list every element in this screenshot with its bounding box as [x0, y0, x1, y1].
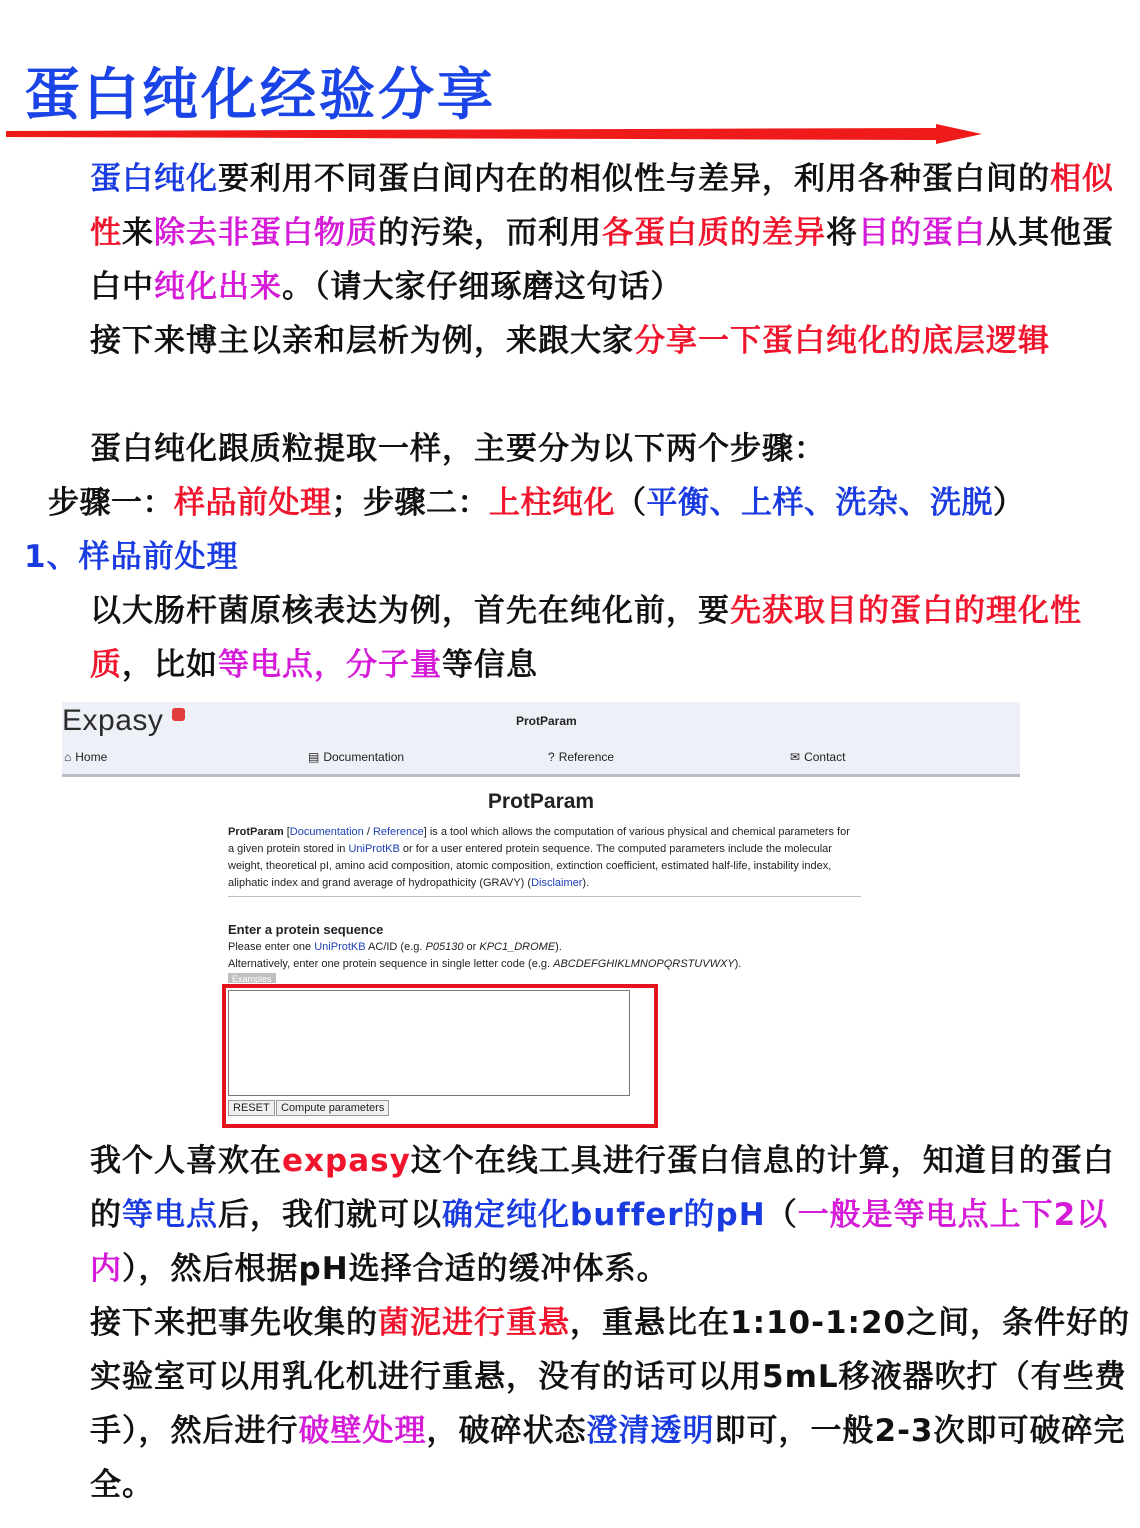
text-span: ，重悬比在1:10-1:20之间，条件好的实验室可以用乳化机进行重悬，没有的话可以用5mL移液器吹打（有些费手），然后进行 — [90, 1305, 1131, 1449]
text-span: ). — [734, 958, 742, 970]
tool-name: ProtParam — [228, 826, 284, 838]
text-span: ，比如 — [122, 647, 218, 683]
text-span: AC/ID (e.g. — [365, 941, 426, 953]
divider — [228, 896, 861, 897]
document-icon: ▤ — [308, 750, 320, 764]
home-icon: ⌂ — [64, 750, 72, 764]
text-span: or for a user entered protein sequence. The computed parameters include the molecular weight, theoretical pI, amino acid composition, atomic composition, extinction coefficient, estimated half-life, instability index, aliphatic index and grand average of hydropathicity (GRAVY) ( — [228, 843, 832, 889]
text-span: 步骤一： — [48, 485, 174, 521]
text-span: 接下来博主以亲和层析为例，来跟大家 — [90, 323, 634, 359]
text-span: 将 — [826, 215, 858, 251]
text-span: 即可，一般2-3次即可破碎完全。 — [90, 1413, 1126, 1503]
text-span: ，破碎状态 — [426, 1413, 587, 1449]
text-span: / — [363, 826, 373, 838]
text-span: Please enter one — [228, 941, 315, 953]
text-span: 等信息 — [442, 647, 538, 683]
reference-link[interactable]: Reference — [372, 826, 424, 838]
enter-sequence-heading: Enter a protein sequence — [228, 922, 384, 937]
text-highlight: 平衡、上样、洗杂、洗脱 — [646, 485, 993, 521]
text-highlight: 等电点，分子量 — [218, 647, 442, 683]
text-highlight: 目的蛋白 — [858, 215, 986, 251]
text-span: ） — [993, 485, 1025, 521]
text-span: Alternatively, enter one protein sequence in single letter code (e.g. — [228, 958, 554, 970]
example-id: KPC1_DROME — [479, 941, 556, 953]
text-span: or — [463, 941, 480, 953]
nav-reference[interactable] — [548, 750, 614, 764]
text-highlight: 分享一下蛋白纯化的底层逻辑 — [634, 323, 1050, 359]
nav-home[interactable] — [64, 750, 107, 764]
text-highlight: 相似性 — [90, 161, 1114, 251]
nav-documentation[interactable] — [308, 750, 404, 764]
text-highlight: 蛋白纯化 — [90, 161, 218, 197]
text-span: ] is a tool which allows the computation of various physical and chemical parameters for a given protein stored in — [228, 826, 850, 855]
text-highlight: 一般是等电点上下2以内 — [90, 1197, 1109, 1287]
example-id: P05130 — [425, 941, 464, 953]
nav-label: Reference — [558, 750, 615, 764]
text-highlight: 菌泥进行重悬 — [378, 1305, 570, 1341]
paragraph-steps-intro: 蛋白纯化跟质粒提取一样，主要分为以下两个步骤： — [90, 431, 826, 467]
text-span: ），然后根据pH选择合适的缓冲体系。 — [122, 1251, 669, 1287]
text-span: （ — [765, 1197, 798, 1233]
paragraph-properties — [24, 584, 1140, 692]
reset-button[interactable]: RESET — [228, 1100, 275, 1116]
paragraph-resuspension — [24, 1296, 1140, 1512]
mail-icon: ✉ — [790, 750, 801, 764]
uniprotkb-link[interactable]: UniProtKB — [314, 941, 366, 953]
text-highlight: 等电点 — [122, 1197, 218, 1233]
text-span: 我个人喜欢在 — [90, 1143, 282, 1179]
paragraph-expasy — [24, 1134, 1140, 1296]
paragraph-steps — [48, 476, 1078, 530]
text-span: ). — [582, 877, 590, 889]
text-span: 接下来把事先收集的 — [90, 1305, 378, 1341]
compute-parameters-button[interactable]: Compute parameters — [276, 1100, 389, 1116]
title-underline-arrow — [6, 124, 984, 144]
enter-sequence-instruction — [228, 941, 562, 953]
protparam-heading: ProtParam — [487, 790, 595, 813]
text-highlight: 确定纯化buffer的pH — [442, 1197, 766, 1233]
text-highlight: 上柱纯化 — [489, 485, 615, 521]
text-span: 后，我们就可以 — [218, 1197, 442, 1233]
section-heading-pretreatment: 1、样品前处理 — [24, 539, 239, 575]
text-span: 。（请大家仔细琢磨这句话） — [282, 269, 683, 305]
uniprotkb-link[interactable]: UniProtKB — [348, 843, 400, 855]
text-span: 以大肠杆菌原核表达为例，首先在纯化前，要 — [90, 593, 730, 629]
text-span: 的污染，而利用 — [378, 215, 602, 251]
page-title: 蛋白纯化经验分享 — [24, 63, 496, 128]
nav-label: Documentation — [323, 750, 405, 764]
text-span: ；步骤二： — [331, 485, 489, 521]
text-highlight: 澄清透明 — [586, 1413, 715, 1449]
protparam-screenshot — [62, 702, 1020, 1128]
text-highlight: expasy — [282, 1143, 411, 1179]
nav-label: Contact — [804, 750, 846, 764]
text-highlight: 各蛋白质的差异 — [602, 215, 826, 251]
expasy-logo-badge-icon — [172, 708, 185, 721]
text-span: （ — [615, 485, 647, 521]
text-highlight: 除去非蛋白物质 — [154, 215, 378, 251]
nav-contact[interactable] — [790, 750, 845, 764]
disclaimer-link[interactable]: Disclaimer — [531, 877, 583, 889]
text-span: ). — [555, 941, 562, 953]
nav-label: Home — [75, 750, 108, 764]
example-sequence: ABCDEFGHIKLMNOPQRSTUVWXY — [553, 958, 735, 970]
text-span: 这个在线工具进行蛋白信息的计算，知道目的蛋白的 — [90, 1143, 1115, 1233]
header-title: ProtParam — [516, 714, 577, 728]
enter-sequence-alternative — [228, 958, 741, 970]
text-span: 来 — [122, 215, 154, 251]
text-highlight: 破壁处理 — [298, 1413, 427, 1449]
text-span: 要利用不同蛋白间内在的相似性与差异，利用各种蛋白间的 — [218, 161, 1050, 197]
text-span: 从其他蛋白中 — [90, 215, 1114, 305]
paragraph-intro — [24, 152, 1140, 314]
expasy-logo[interactable]: Expasy — [62, 704, 164, 737]
paragraph-affinity — [24, 314, 1140, 368]
documentation-link[interactable]: Documentation — [289, 826, 364, 838]
examples-button[interactable]: Examples — [228, 973, 276, 983]
help-icon: ? — [548, 750, 555, 764]
text-highlight: 纯化出来 — [154, 269, 282, 305]
text-span: [ — [283, 826, 290, 838]
protparam-description — [228, 824, 858, 892]
expasy-header — [62, 702, 1020, 777]
text-highlight: 先获取目的蛋白的理化性质 — [90, 593, 1082, 683]
text-highlight: 样品前处理 — [174, 485, 332, 521]
